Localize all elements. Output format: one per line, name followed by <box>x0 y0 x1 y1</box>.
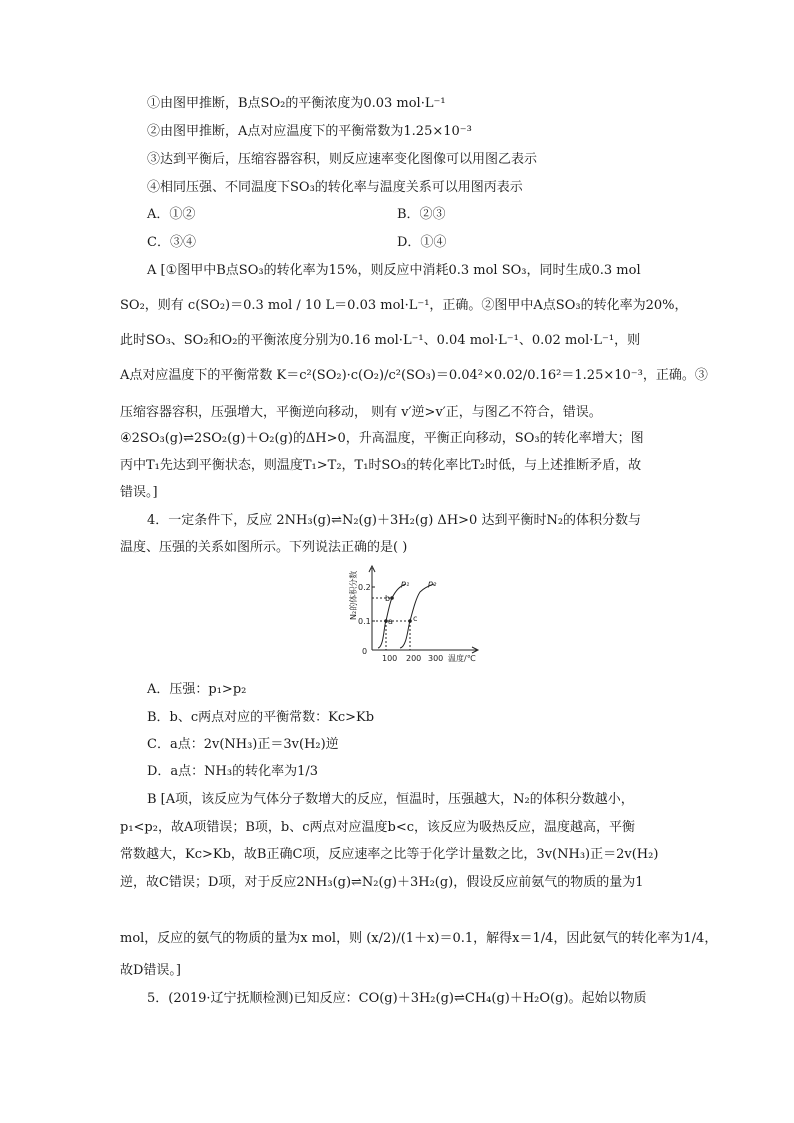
q3-statement-2: ②由图甲推断，A点对应温度下的平衡常数为1.25×10⁻³ <box>147 124 472 139</box>
q3-statement-1: ①由图甲推断，B点SO₂的平衡浓度为0.03 mol·L⁻¹ <box>147 96 446 111</box>
q4-stem-line-1: 4．一定条件下，反应 2NH₃(g)⇌N₂(g)＋3H₂(g) ΔH>0 达到平衡时N₂的体积分数与 <box>147 513 642 528</box>
graph-x-tick-200: 200 <box>406 654 422 663</box>
q3-answer-line-4: A点对应温度下的平衡常数 K＝c²(SO₂)·c(O₂)/c²(SO₃)＝0.04²×0.02/0.16²＝1.25×10⁻³，正确。③ <box>120 368 708 383</box>
point-c-marker <box>408 619 412 623</box>
q4-answer-line-3: 常数越大，Kc>Kb，故B正确C项，反应速率之比等于化学计量数之比，3v(NH₃)正＝2v(H₂) <box>120 847 659 862</box>
curve-p2-label: p₂ <box>428 579 437 588</box>
q3-option-a: A．①② <box>147 207 196 222</box>
q3-answer-line-1: A [①图甲中B点SO₃的转化率为15%，则反应中消耗0.3 mol SO₃，同时生成0.3 mol <box>147 263 641 278</box>
q3-option-d: D．①④ <box>397 235 447 250</box>
q3-answer-line-7: 丙中T₁先达到平衡状态，则温度T₁>T₂，T₁时SO₃的转化率比T₂时低，与上述推断矛盾，故 <box>120 458 642 473</box>
q5-stem: 5．(2019·辽宁抚顺检测)已知反应：CO(g)＋3H₂(g)⇌CH₄(g)＋H₂O(g)。起始以物质 <box>147 991 647 1006</box>
graph-y-tick-0-2: 0.2 <box>358 583 371 592</box>
graph-y-axis-label: N₂的体积分数 <box>349 570 358 620</box>
graph-origin-label: 0 <box>362 647 368 656</box>
q4-answer-line-4: 逆，故C错误；D项，对于反应2NH₃(g)⇌N₂(g)＋3H₂(g)，假设反应前氨气的物质的量为1 <box>120 875 644 890</box>
q3-statement-3: ③达到平衡后，压缩容器容积，则反应速率变化图像可以用图乙表示 <box>147 152 538 167</box>
q3-answer-line-5: 压缩容器容积，压强增大，平衡逆向移动， 则有 v′逆>v′正，与图乙不符合，错误。 <box>120 405 602 420</box>
point-b-marker <box>390 596 394 600</box>
q4-option-d: D．a点：NH₃的转化率为1/3 <box>147 764 319 779</box>
q4-option-b: B．b、c两点对应的平衡常数：Kc>Kb <box>147 710 375 725</box>
q4-answer-line-6: 故D错误。] <box>120 963 181 978</box>
point-a-label: a <box>388 617 393 626</box>
q3-statement-4: ④相同压强、不同温度下SO₃的转化率与温度关系可以用图丙表示 <box>147 180 523 195</box>
graph-x-tick-300: 300 <box>428 654 444 663</box>
curve-p1-label: p₁ <box>401 579 410 588</box>
q3-answer-line-8: 错误。] <box>120 485 158 500</box>
q3-option-b: B．②③ <box>397 207 446 222</box>
point-a-marker <box>384 619 388 623</box>
point-b-label: b <box>385 594 391 603</box>
point-c-label: c <box>413 614 418 623</box>
q3-answer-line-2: SO₂，则有 c(SO₂)＝0.3 mol / 10 L＝0.03 mol·L⁻¹，正确。②图甲中A点SO₃的转化率为20%， <box>120 298 688 313</box>
curve-p1 <box>378 584 406 648</box>
q3-option-c: C．③④ <box>147 235 196 250</box>
q4-stem-line-2: 温度、压强的关系如图所示。下列说法正确的是( ) <box>120 540 408 555</box>
q3-answer-line-3: 此时SO₃、SO₂和O₂的平衡浓度分别为0.16 mol·L⁻¹、0.04 mol·L⁻¹、0.02 mol·L⁻¹，则 <box>120 333 641 348</box>
n2-fraction-temperature-graph <box>349 562 492 663</box>
graph-x-axis-label: 温度/℃ <box>448 654 476 663</box>
q4-answer-line-2: p₁<p₂，故A项错误；B项，b、c两点对应温度b<c，该反应为吸热反应，温度越高，平衡 <box>120 820 635 835</box>
q4-option-c: C．a点：2v(NH₃)正＝3v(H₂)逆 <box>147 737 339 752</box>
graph-x-tick-100: 100 <box>382 654 398 663</box>
q4-answer-line-5: mol，反应的氨气的物质的量为x mol，则 (x/2)/(1＋x)＝0.1，解得x＝1/4，因此氨气的转化率为1/4， <box>120 931 718 946</box>
graph-y-tick-0-1: 0.1 <box>358 617 371 626</box>
q4-option-a: A．压强：p₁>p₂ <box>147 682 247 697</box>
q3-answer-line-6: ④2SO₃(g)⇌2SO₂(g)＋O₂(g)的ΔH>0，升高温度，平衡正向移动，SO₃的转化率增大；图 <box>120 431 644 446</box>
q4-answer-line-1: B [A项，该反应为气体分子数增大的反应，恒温时，压强越大，N₂的体积分数越小， <box>147 792 634 807</box>
